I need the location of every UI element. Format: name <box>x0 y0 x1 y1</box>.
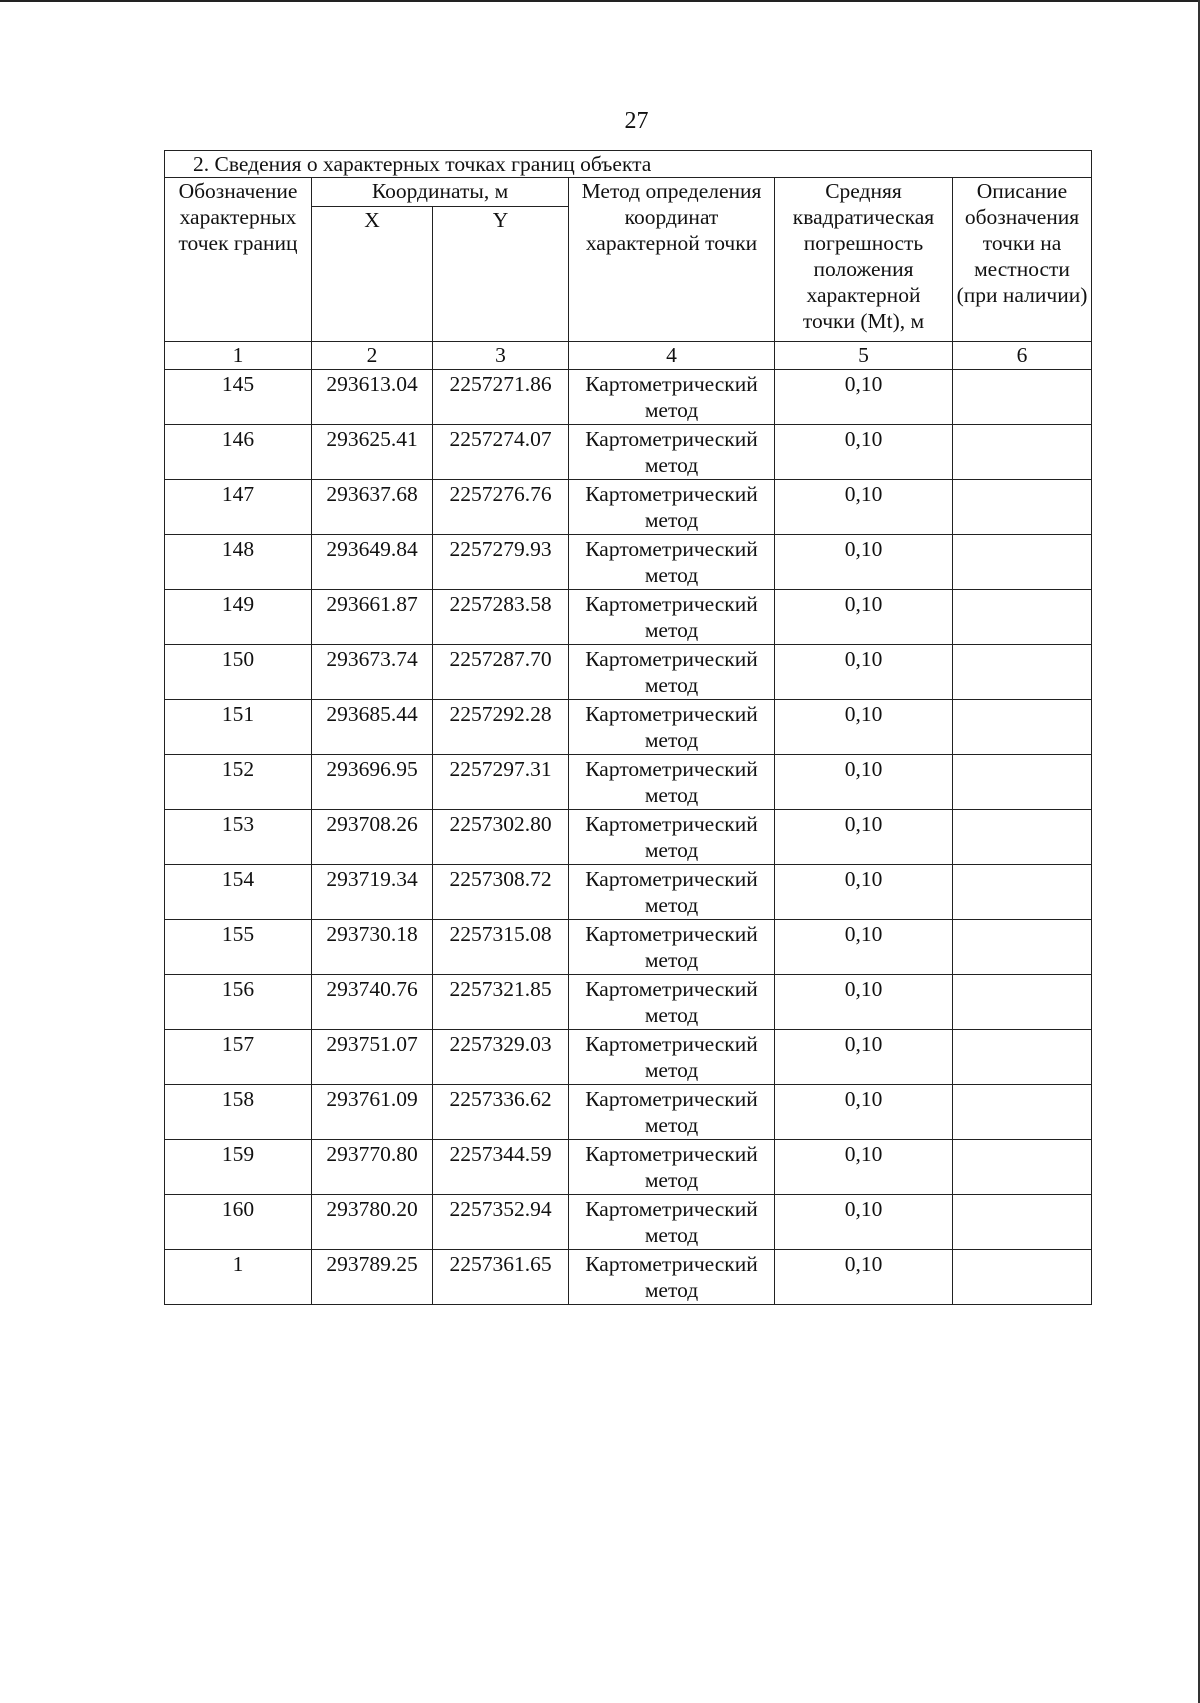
column-number: 3 <box>433 342 569 370</box>
description-cell <box>953 1250 1092 1305</box>
description-cell <box>953 480 1092 535</box>
point-number-cell: 155 <box>165 920 312 975</box>
method-cell: Картометрический метод <box>569 480 775 535</box>
column-numbers-row <box>165 342 1092 370</box>
header-description: Описание обозначения точки на местности (при наличии) <box>953 178 1092 342</box>
point-number-cell: 157 <box>165 1030 312 1085</box>
x-coordinate-cell: 293625.41 <box>312 425 433 480</box>
method-cell: Картометрический метод <box>569 1140 775 1195</box>
accuracy-cell: 0,10 <box>775 810 953 865</box>
x-coordinate-cell: 293649.84 <box>312 535 433 590</box>
method-cell: Картометрический метод <box>569 1085 775 1140</box>
y-coordinate-cell: 2257336.62 <box>433 1085 569 1140</box>
method-cell: Картометрический метод <box>569 425 775 480</box>
y-coordinate-cell: 2257287.70 <box>433 645 569 700</box>
description-cell <box>953 1195 1092 1250</box>
point-number-cell: 153 <box>165 810 312 865</box>
table-row <box>165 700 1092 755</box>
method-cell: Картометрический метод <box>569 645 775 700</box>
x-coordinate-cell: 293740.76 <box>312 975 433 1030</box>
y-coordinate-cell: 2257297.31 <box>433 755 569 810</box>
table-row <box>165 1085 1092 1140</box>
header-accuracy: Средняя квадратическая погрешность положения характерной точки (Mt), м <box>775 178 953 342</box>
x-coordinate-cell: 293696.95 <box>312 755 433 810</box>
description-cell <box>953 370 1092 425</box>
description-cell <box>953 755 1092 810</box>
point-number-cell: 149 <box>165 590 312 645</box>
method-cell: Картометрический метод <box>569 1030 775 1085</box>
description-cell <box>953 810 1092 865</box>
table-row <box>165 1250 1092 1305</box>
point-number-cell: 160 <box>165 1195 312 1250</box>
y-coordinate-cell: 2257279.93 <box>433 535 569 590</box>
point-number-cell: 158 <box>165 1085 312 1140</box>
point-number-cell: 148 <box>165 535 312 590</box>
section-title-row <box>165 151 1092 178</box>
point-number-cell: 159 <box>165 1140 312 1195</box>
table-row <box>165 370 1092 425</box>
y-coordinate-cell: 2257344.59 <box>433 1140 569 1195</box>
accuracy-cell: 0,10 <box>775 1195 953 1250</box>
description-cell <box>953 1030 1092 1085</box>
table-row <box>165 480 1092 535</box>
accuracy-cell: 0,10 <box>775 700 953 755</box>
method-cell: Картометрический метод <box>569 975 775 1030</box>
method-cell: Картометрический метод <box>569 920 775 975</box>
point-number-cell: 156 <box>165 975 312 1030</box>
method-cell: Картометрический метод <box>569 1250 775 1305</box>
table-row <box>165 975 1092 1030</box>
method-cell: Картометрический метод <box>569 535 775 590</box>
page-top-border <box>0 0 1200 2</box>
description-cell <box>953 590 1092 645</box>
accuracy-cell: 0,10 <box>775 865 953 920</box>
accuracy-cell: 0,10 <box>775 1250 953 1305</box>
header-x: X <box>312 207 433 342</box>
x-coordinate-cell: 293770.80 <box>312 1140 433 1195</box>
table-row <box>165 1140 1092 1195</box>
description-cell <box>953 1085 1092 1140</box>
description-cell <box>953 645 1092 700</box>
table-row <box>165 1030 1092 1085</box>
column-number: 4 <box>569 342 775 370</box>
method-cell: Картометрический метод <box>569 755 775 810</box>
method-cell: Картометрический метод <box>569 700 775 755</box>
x-coordinate-cell: 293751.07 <box>312 1030 433 1085</box>
point-number-cell: 152 <box>165 755 312 810</box>
accuracy-cell: 0,10 <box>775 1085 953 1140</box>
x-coordinate-cell: 293719.34 <box>312 865 433 920</box>
y-coordinate-cell: 2257283.58 <box>433 590 569 645</box>
y-coordinate-cell: 2257271.86 <box>433 370 569 425</box>
accuracy-cell: 0,10 <box>775 535 953 590</box>
accuracy-cell: 0,10 <box>775 370 953 425</box>
x-coordinate-cell: 293730.18 <box>312 920 433 975</box>
accuracy-cell: 0,10 <box>775 645 953 700</box>
column-number: 2 <box>312 342 433 370</box>
table-row <box>165 425 1092 480</box>
boundary-points-table <box>164 150 1092 1305</box>
page-number: 27 <box>624 108 649 134</box>
header-method: Метод определения координат характерной точки <box>569 178 775 342</box>
table-row <box>165 645 1092 700</box>
y-coordinate-cell: 2257361.65 <box>433 1250 569 1305</box>
table-row <box>165 590 1092 645</box>
point-number-cell: 1 <box>165 1250 312 1305</box>
x-coordinate-cell: 293661.87 <box>312 590 433 645</box>
method-cell: Картометрический метод <box>569 370 775 425</box>
x-coordinate-cell: 293685.44 <box>312 700 433 755</box>
table-row <box>165 535 1092 590</box>
accuracy-cell: 0,10 <box>775 1140 953 1195</box>
point-number-cell: 147 <box>165 480 312 535</box>
x-coordinate-cell: 293708.26 <box>312 810 433 865</box>
y-coordinate-cell: 2257276.76 <box>433 480 569 535</box>
y-coordinate-cell: 2257329.03 <box>433 1030 569 1085</box>
accuracy-cell: 0,10 <box>775 480 953 535</box>
table-row <box>165 810 1092 865</box>
description-cell <box>953 700 1092 755</box>
accuracy-cell: 0,10 <box>775 920 953 975</box>
y-coordinate-cell: 2257274.07 <box>433 425 569 480</box>
description-cell <box>953 975 1092 1030</box>
accuracy-cell: 0,10 <box>775 425 953 480</box>
description-cell <box>953 865 1092 920</box>
accuracy-cell: 0,10 <box>775 755 953 810</box>
accuracy-cell: 0,10 <box>775 975 953 1030</box>
method-cell: Картометрический метод <box>569 865 775 920</box>
table-row <box>165 1195 1092 1250</box>
header-coordinates: Координаты, м <box>312 178 569 207</box>
x-coordinate-cell: 293761.09 <box>312 1085 433 1140</box>
y-coordinate-cell: 2257352.94 <box>433 1195 569 1250</box>
x-coordinate-cell: 293613.04 <box>312 370 433 425</box>
point-number-cell: 146 <box>165 425 312 480</box>
section-title: 2. Сведения о характерных точках границ объекта <box>165 151 1092 178</box>
method-cell: Картометрический метод <box>569 1195 775 1250</box>
point-number-cell: 150 <box>165 645 312 700</box>
header-row <box>165 178 1092 207</box>
description-cell <box>953 535 1092 590</box>
description-cell <box>953 1140 1092 1195</box>
table-row <box>165 865 1092 920</box>
y-coordinate-cell: 2257302.80 <box>433 810 569 865</box>
point-number-cell: 151 <box>165 700 312 755</box>
x-coordinate-cell: 293780.20 <box>312 1195 433 1250</box>
table-row <box>165 920 1092 975</box>
y-coordinate-cell: 2257321.85 <box>433 975 569 1030</box>
x-coordinate-cell: 293789.25 <box>312 1250 433 1305</box>
method-cell: Картометрический метод <box>569 590 775 645</box>
x-coordinate-cell: 293637.68 <box>312 480 433 535</box>
y-coordinate-cell: 2257308.72 <box>433 865 569 920</box>
column-number: 1 <box>165 342 312 370</box>
header-y: Y <box>433 207 569 342</box>
x-coordinate-cell: 293673.74 <box>312 645 433 700</box>
accuracy-cell: 0,10 <box>775 1030 953 1085</box>
description-cell <box>953 920 1092 975</box>
y-coordinate-cell: 2257292.28 <box>433 700 569 755</box>
y-coordinate-cell: 2257315.08 <box>433 920 569 975</box>
table-row <box>165 755 1092 810</box>
header-designation: Обозначение характерных точек границ <box>165 178 312 342</box>
point-number-cell: 154 <box>165 865 312 920</box>
point-number-cell: 145 <box>165 370 312 425</box>
column-number: 5 <box>775 342 953 370</box>
description-cell <box>953 425 1092 480</box>
column-number: 6 <box>953 342 1092 370</box>
method-cell: Картометрический метод <box>569 810 775 865</box>
accuracy-cell: 0,10 <box>775 590 953 645</box>
